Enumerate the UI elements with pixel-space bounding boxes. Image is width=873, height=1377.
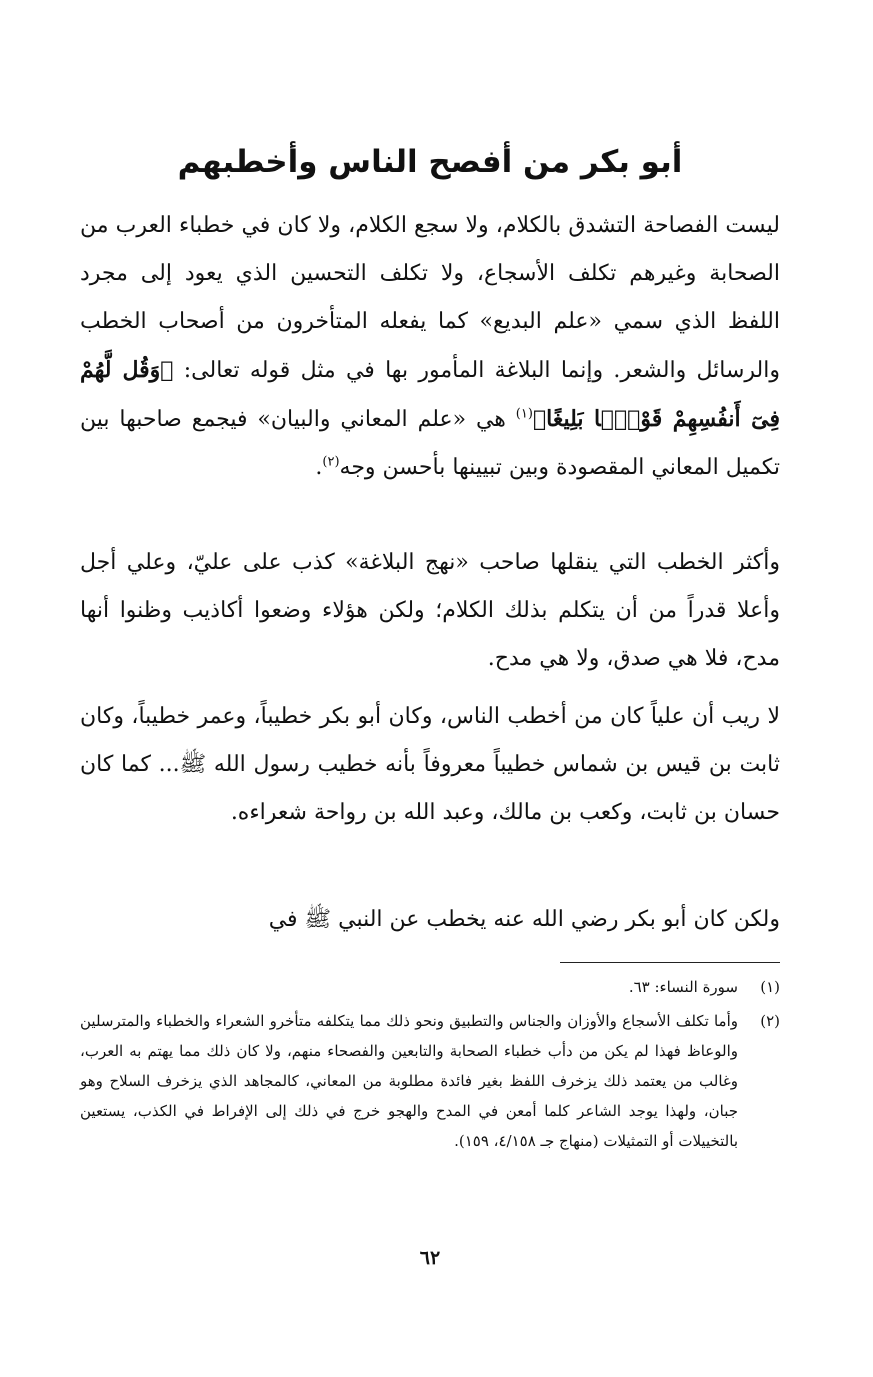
- footnote-1: [80, 972, 780, 1002]
- footnote-2: [80, 1006, 780, 1156]
- footnote-number: (١): [760, 978, 780, 996]
- paragraph-1-text-continued: هي «علم المعاني والبيان» فيجمع صاحبها بين تكميل المعاني المقصودة وبين تبيينها بأحسن وجه: [80, 407, 780, 480]
- paragraph-1-end: .: [315, 455, 323, 480]
- paragraph-1: [80, 202, 780, 492]
- paragraph-2: وأكثر الخطب التي ينقلها صاحب «نهج البلاغة» كذب على عليّ، وعلي أجل وأعلا قدراً من أن يتكلم بذلك الكلام؛ ولكن هؤلاء وضعوا أكاذيب وظنوا أنها مدح، فلا هي صدق، ولا هي مدح.: [80, 550, 780, 671]
- footnote-number: (٢): [760, 1012, 780, 1030]
- chapter-title: أبو بكر من أفصح الناس وأخطبهم: [177, 144, 683, 180]
- paragraph-4: ولكن كان أبو بكر رضي الله عنه يخطب عن النبي ﷺ في: [268, 907, 780, 932]
- footnote-ref-2: (٢): [322, 454, 340, 470]
- footnote-text: وأما تكلف الأسجاع والأوزان والجناس والتطبيق ونحو ذلك مما يتكلفه متأخرو الشعراء والخطباء والمترسلين والوعاظ فهذا لم يكن من دأب خطباء الصحابة والتابعين والفصحاء منهم، ولا كان ذلك مما يهتم به العرب، وغالب من يعتمد ذلك يزخرف اللفظ بغير فائدة مطلوبة من المعاني، كالمجاهد الذي يزخرف السلاح وهو جبان، ولهذا يوجد الشاعر كلما أمعن في المدح والهجو خرج في ذلك إلى الإفراط في الكذب، يستعين بالتخييلات أو التمثيلات (منهاج جـ ٤/١٥٨، ١٥٩).: [80, 1012, 738, 1150]
- footnotes: [80, 972, 780, 1160]
- paragraph-3: لا ريب أن علياً كان من أخطب الناس، وكان أبو بكر خطيباً، وعمر خطيباً، وكان ثابت بن قيس بن شماس خطيباً معروفاً بأنه خطيب رسول الله ﷺ... كما كان حسان بن ثابت، وكعب بن مالك، وعبد الله بن رواحة شعراءه.: [80, 704, 780, 825]
- book-page: [80, 0, 780, 1377]
- footnote-text: سورة النساء: ٦٣.: [628, 978, 738, 996]
- page-number: ٦٢: [419, 1247, 441, 1269]
- quran-verse: ﴿وَقُل لَّهُمْ فِىٓ أَنفُسِهِمْ قَوْلًۢا بَلِيغًا﴾: [80, 357, 780, 432]
- paragraph-1-text: ليست الفصاحة التشدق بالكلام، ولا سجع الكلام، ولا كان في خطباء العرب من الصحابة وغيرهم تكلف الأسجاع، ولا تكلف التحسين الذي يعود إلى مجرد اللفظ الذي سمي «علم البديع» كما يفعله المتأخرون من أصحاب الخطب والرسائل والشعر. وإنما البلاغة المأمور بها في مثل قوله تعالى:: [80, 213, 780, 383]
- footnote-divider: [560, 962, 780, 963]
- footnote-ref-1: (١): [515, 406, 533, 422]
